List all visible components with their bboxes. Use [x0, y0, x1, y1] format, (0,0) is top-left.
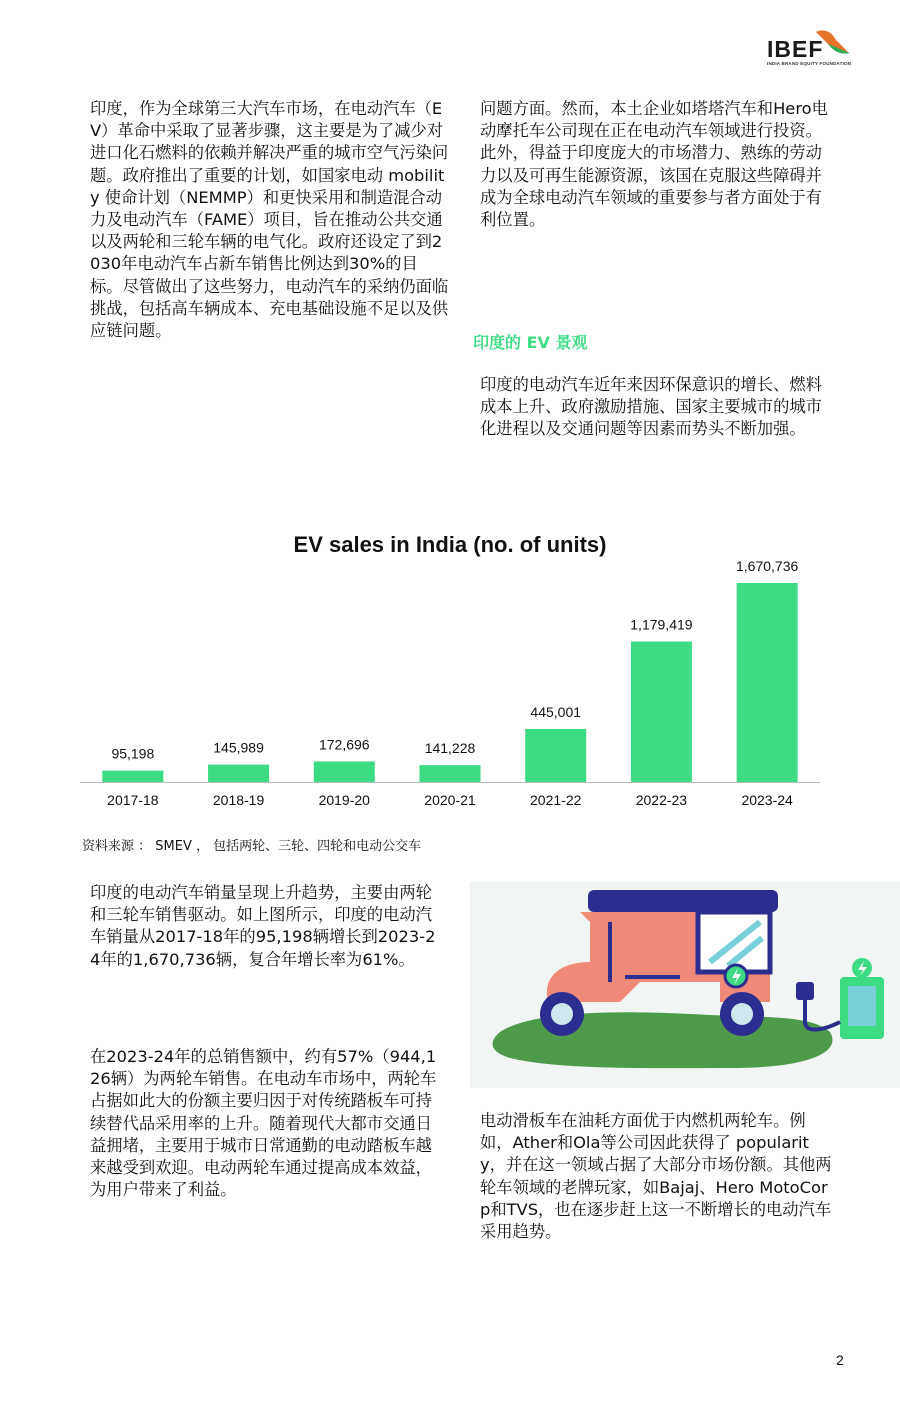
x-tick-label-2018-19: 2018-19 [212, 792, 265, 808]
data-label-2022-23: 1,179,419 [630, 616, 693, 633]
data-label-2023-24: 1,670,736 [735, 558, 799, 574]
data-label-2021-22: 445,001 [530, 703, 582, 720]
chart-title: EV sales in India (no. of units) [293, 532, 607, 557]
x-tick-label-2019-20: 2019-20 [318, 792, 370, 808]
bar-2021-22 [525, 729, 586, 782]
bar-2023-24 [737, 583, 798, 782]
bar-2022-23 [631, 642, 692, 782]
x-tick-label-2022-23: 2022-23 [635, 792, 688, 808]
source-note: 资料来源 ： SMEV ， 包括两轮、三轮、四轮和电动公交车 [82, 839, 422, 854]
x-tick-label-2021-22: 2021-22 [530, 792, 582, 808]
bar-2020-21 [420, 765, 481, 782]
x-tick-label-2023-24: 2023-24 [741, 792, 793, 808]
landscape-paragraph: 印度的电动汽车近年来因环保意识的增长、燃料成本上升、政府激励措施、国家主要城市的城市化进程以及交通问题等因素而势头不断加强。 [480, 375, 822, 439]
bar-2018-19 [208, 765, 269, 782]
bar-2019-20 [314, 761, 375, 782]
sales-trend-paragraph: 印度的电动汽车销量呈现上升趋势，主要由两轮和三轮车销售驱动。如上图所示，印度的电动汽车销量从2017-18年的95,198辆增长到2023-24年的1,670,736辆，复合年增长率为61%。 [90, 883, 436, 969]
x-tick-label-2017-18: 2017-18 [107, 792, 159, 808]
data-label-2018-19: 145,989 [213, 739, 264, 756]
bar-2017-18 [102, 771, 163, 782]
charging-plug-icon [796, 982, 814, 1000]
logo-text: IBEF [767, 36, 824, 62]
intro-paragraph: 印度，作为全球第三大汽车市场，在电动汽车（EV）革命中采取了显著步骤，这主要是为了减少对进口化石燃料的依赖并解决严重的城市空气污染问题。政府推出了重要的计划，如国家电动 mobility 使命计划（NEMMP）和更快采用和制造混合动力及电动汽车（FAME）项目，旨在推动公共交通以及两轮和三轮车辆的电气化。政府还设定了到2030年电动汽车占新车销售比例达到30%的目标。尽管做出了这些努力，电动汽车的采纳仍面临挑战，包括高车辆成本、充电基础设施不足以及供应链问题。 [90, 99, 449, 341]
data-label-2020-21: 141,228 [424, 740, 476, 757]
x-tick-label-2020-21: 2020-21 [424, 792, 476, 808]
logo-subtext: INDIA BRAND EQUITY FOUNDATION [767, 61, 852, 66]
right-top-paragraph: 问题方面。然而，本土企业如塔塔汽车和Hero电动摩托车公司现在正在电动汽车领域进行投资。此外，得益于印度庞大的市场潜力、熟练的劳动力以及可再生能源资源，该国在克服这些障碍并成为全球电动汽车领域的重要参与者方面处于有利位置。 [480, 99, 828, 230]
rickshaw-roof [588, 890, 778, 912]
two-wheeler-paragraph: 在2023-24年的总销售额中，约有57%（944,126辆）为两轮车销售。在电动车市场中，两轮车占据如此大的份额主要归因于对传统踏板车可持续替代品采用率的上升。随着现代大都市交通日益拥堵，主要用于城市日常通勤的电动踏板车越来越受到欢迎。电动两轮车通过提高成本效益，为用户带来了利益。 [90, 1047, 437, 1200]
data-label-2019-20: 172,696 [318, 736, 370, 753]
page-number: 2 [836, 1352, 844, 1368]
data-label-2017-18: 95,198 [111, 745, 155, 762]
section-heading: 印度的 EV 景观 [473, 333, 588, 352]
ev-rickshaw-illustration [470, 882, 900, 1088]
scooter-paragraph: 电动滑板车在油耗方面优于内燃机两轮车。例如，Ather和Ola等公司因此获得了 popularity，并在这一领域占据了大部分市场份额。其他两轮车领域的老牌玩家，如Bajaj、Hero MotoCorp和TVS，也在逐步赶上这一不断增长的电动汽车采用趋势。 [480, 1111, 832, 1242]
